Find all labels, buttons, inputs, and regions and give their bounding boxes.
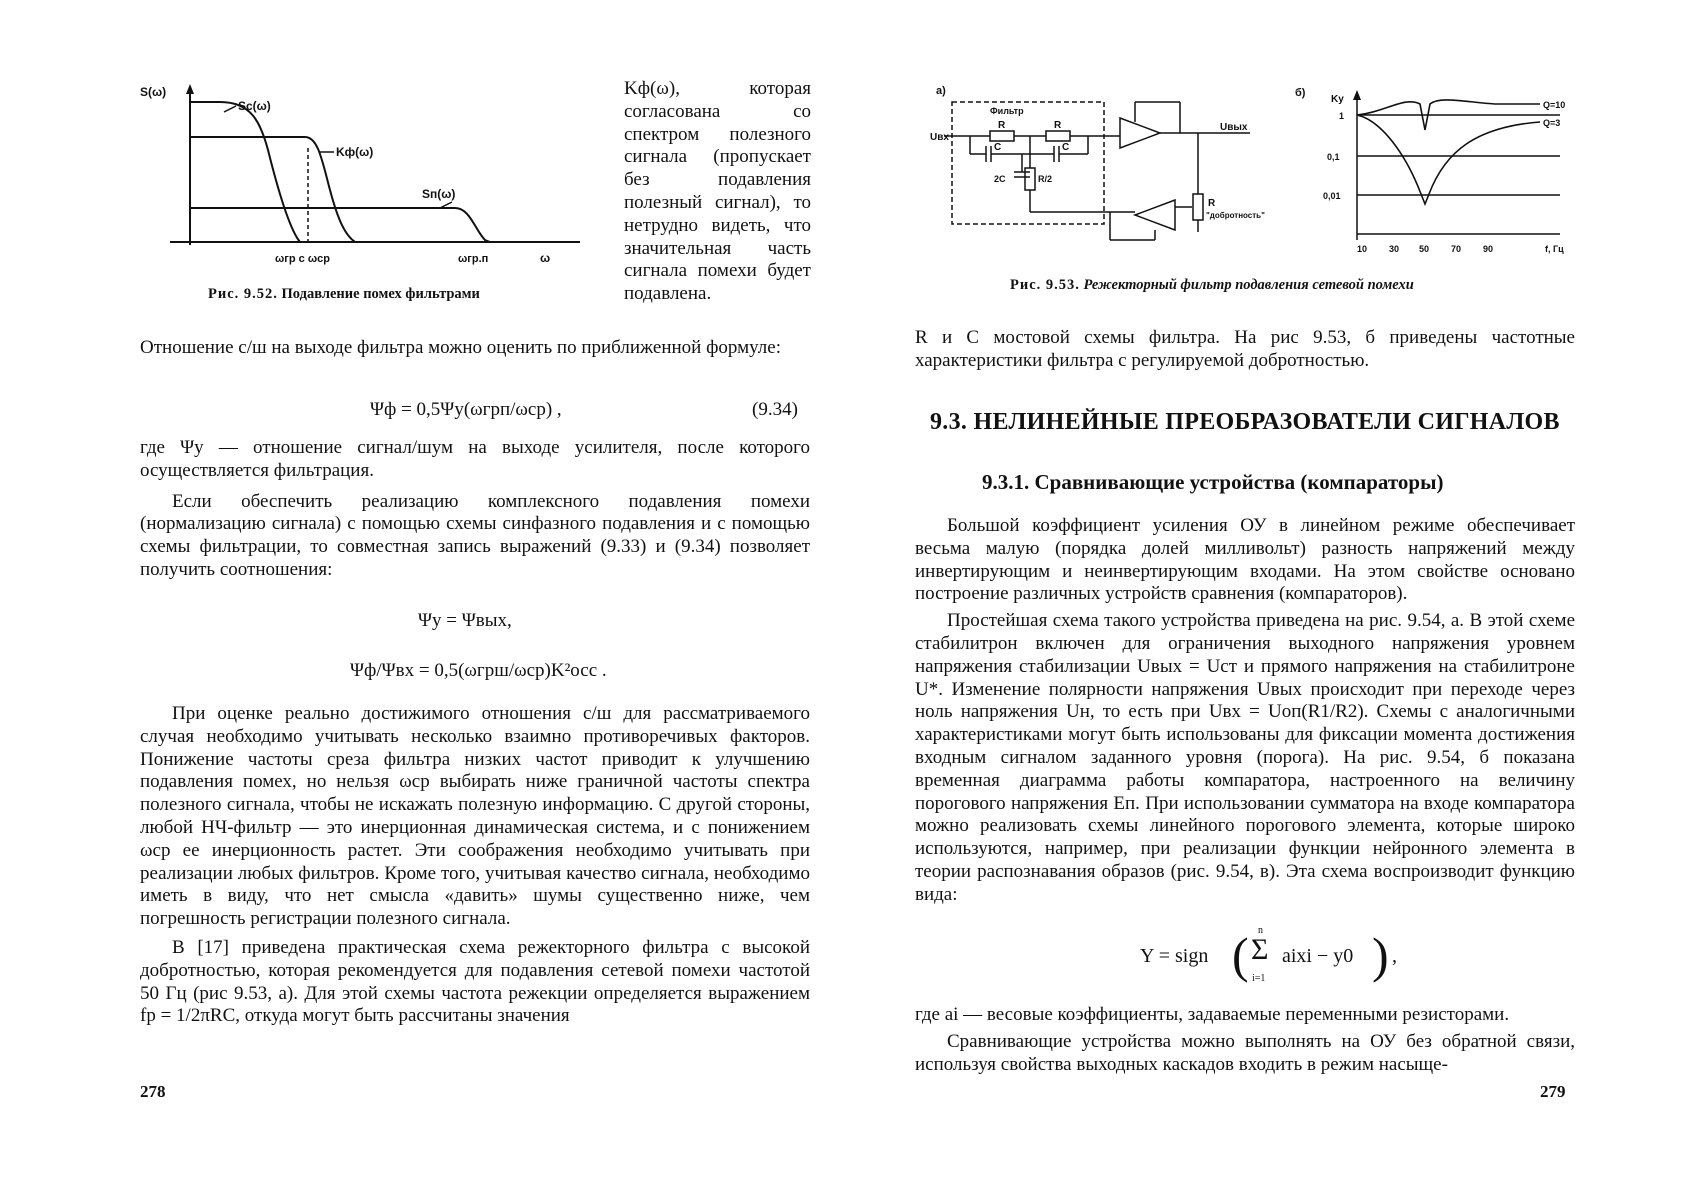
- x-axis-label: f, Гц: [1545, 244, 1564, 254]
- right-text-block-1: [915, 327, 1575, 373]
- figure-9-52: [140, 80, 600, 280]
- right-text-block-2: [915, 515, 1575, 907]
- right-page: [840, 0, 1683, 1191]
- paragraph: Простейшая схема такого устройства приведена на рис. 9.54, а. В этой схеме стабилитрон включен для ограничения выходного напряжения уровнем напряжения стабилизации Uвых = Uст и прямого напряжения на стабилитроне U*. Изменение полярности напряжения Uвых происходит при переходе через ноль напряжения Uн, то есть при Uвх = Uоп(R1/R2). Схемы с аналогичными характеристиками могут быть использованы для фиксации момента достижения входным сигналом заданного уровня (порога). На рис. 9.54, б показана временная диаграмма работы компаратора, настроенного на величину порогового напряжения Eп. При использовании сумматора на входе компаратора можно реализовать схемы линейного порогового элемента, которые широко используются, например, при реализации функции нейронного элемента в теории распознавания образов (рис. 9.54, в). Эта схема воспроизводит функцию вида:: [915, 610, 1575, 905]
- x-tick: 90: [1483, 244, 1494, 254]
- q10-label: Q=10: [1543, 100, 1566, 110]
- formula-lhs: Y = sign: [1140, 945, 1209, 967]
- q3-label: Q=3: [1543, 118, 1561, 128]
- input-label: Uвх: [930, 132, 949, 143]
- caption-label: Рис. 9.52.: [208, 286, 278, 302]
- sum-top: n: [1258, 925, 1263, 936]
- paragraph: В [17] приведена практическая схема режекторного фильтра с высокой добротностью, которая рекомендуется для подавления сетевой помехи частотой 50 Гц (рис 9.53, а). Для этой схемы частота режекции определяется выражением fр = 1/2πRC, откуда могут быть рассчитаны значения: [140, 936, 810, 1027]
- open-paren: (: [1232, 927, 1249, 983]
- paragraph: где Ψу — отношение сигнал/шум на выходе усилителя, после которого осуществляется фильтрация.: [140, 437, 810, 481]
- figure-9-53-plot: [1295, 82, 1595, 262]
- paragraph: Отношение с/ш на выходе фильтра можно оценить по приближенной формуле:: [140, 337, 781, 358]
- equation-a: Ψу = Ψвых,: [418, 610, 512, 631]
- resistor-r1-label: R: [998, 120, 1006, 131]
- left-text-block-1: [140, 337, 810, 360]
- y-tick-2: 0,1: [1327, 152, 1340, 162]
- equation-9-34: Ψф = 0,5Ψу(ωгрп/ωср) ,: [370, 399, 562, 420]
- side-paragraph: Kф(ω), которая согласована со спектром полезного сигнала (пропускает без подавления полезный сигнал), то нетрудно видеть, что значительная часть сигнала помехи будет подавлена.: [624, 78, 811, 305]
- caption-label: Рис. 9.53.: [1010, 277, 1080, 293]
- fig52-tick-2: ωгр.п: [458, 253, 489, 265]
- pot-description: "добротность": [1206, 211, 1265, 220]
- x-tick: 30: [1389, 244, 1400, 254]
- fig52-kf-label: Kф(ω): [336, 145, 374, 159]
- page-number: 279: [1540, 1082, 1566, 1101]
- paragraph: Сравнивающие устройства можно выполнять на ОУ без обратной связи, используя свойства выходных каскадов входить в режим насыще-: [915, 1030, 1575, 1075]
- subsection-heading: 9.3.1. Сравнивающие устройства (компараторы): [982, 470, 1444, 494]
- equation-b: Ψф/Ψвх = 0,5(ωгрш/ωср)K²осс .: [350, 660, 607, 681]
- sign-formula: [1140, 925, 1400, 995]
- fig52-x-label: ω: [540, 251, 551, 265]
- y-axis-label: Kу: [1331, 94, 1344, 105]
- formula-body: aixi − y0: [1282, 945, 1354, 967]
- fig52-sp-label: Sп(ω): [422, 187, 456, 201]
- paragraph: где ai — весовые коэффициенты, задаваемые переменными резисторами.: [915, 1004, 1510, 1025]
- section-heading: 9.3. НЕЛИНЕЙНЫЕ ПРЕОБРАЗОВАТЕЛИ СИГНАЛОВ: [930, 409, 1560, 435]
- capacitor-c3-label: 2C: [994, 174, 1006, 184]
- left-page: [0, 0, 840, 1191]
- filter-box-label: Фильтр: [990, 106, 1024, 116]
- resistor-r3-label: R/2: [1038, 174, 1053, 184]
- equation-number: (9.34): [752, 399, 798, 420]
- output-label: Uвых: [1220, 122, 1248, 133]
- figure-9-53-schematic: [930, 82, 1300, 272]
- panel-b-label: б): [1295, 87, 1306, 99]
- paragraph: Если обеспечить реализацию комплексного подавления помехи (нормализацию сигнала) с помощью схемы синфазного подавления и с помощью схемы фильтрации, то совместная запись выражений (9.33) и (9.34) позволяет получить соотношения:: [140, 490, 810, 580]
- caption-text: Режекторный фильтр подавления сетевой помехи: [1083, 277, 1414, 293]
- left-text-block-2: [140, 437, 810, 582]
- sum-bottom: i=1: [1252, 973, 1266, 984]
- side-text: [624, 78, 811, 306]
- close-paren: ): [1372, 927, 1389, 983]
- y-tick-1: 1: [1339, 111, 1345, 121]
- fig52-tick-1: ωгр с ωср: [275, 253, 330, 265]
- figure-9-53-caption: [1010, 277, 1414, 294]
- pot-label: R: [1208, 198, 1216, 209]
- capacitor-c2-label: C: [1062, 142, 1070, 153]
- paragraph: Большой коэффициент усиления ОУ в линейном режиме обеспечивает весьма малую (порядка долей милливольт) разность напряжений между инвертирующим и неинвертирующим входами. На этом свойстве основано построение различных устройств сравнения (компараторов).: [915, 515, 1575, 605]
- resistor-r2-label: R: [1054, 120, 1062, 131]
- paragraph: При оценке реально достижимого отношения с/ш для рассматриваемого случая необходимо учитывать несколько взаимно противоречивых факторов. Понижение частоты среза фильтра низких частот приводит к улучшению подавления помех, но нельзя ωср выбирать ниже граничной частоты спектра полезного сигнала, чтобы не искажать полезную информацию. С другой стороны, любой НЧ-фильтр — это инерционная динамическая система, и с понижением ωср ее инерционность растет. Эти соображения необходимо учитывать при реализации любых фильтров. Кроме того, учитывая качество сигнала, необходимо иметь в виду, что нет смысла «давить» шумы существенно ниже, чем погрешность регистрации полезного сигнала.: [140, 703, 810, 930]
- paragraph: R и C мостовой схемы фильтра. На рис 9.53, б приведены частотные характеристики фильтра с регулируемой добротностью.: [915, 327, 1575, 371]
- figure-9-52-caption: [208, 286, 480, 303]
- caption-text: Подавление помех фильтрами: [281, 286, 480, 302]
- formula-end: ,: [1392, 945, 1397, 967]
- y-tick-3: 0,01: [1323, 191, 1341, 201]
- x-tick: 70: [1451, 244, 1462, 254]
- capacitor-c1-label: C: [994, 142, 1002, 153]
- x-tick: 10: [1357, 244, 1368, 254]
- fig52-sc-label: Sс(ω): [238, 99, 271, 113]
- fig52-y-label: S(ω): [140, 85, 167, 99]
- panel-a-label: а): [936, 85, 946, 97]
- sum-sign: Σ: [1251, 933, 1269, 966]
- x-tick: 50: [1419, 244, 1430, 254]
- page-number: 278: [140, 1082, 166, 1101]
- left-text-block-3: [140, 703, 810, 1028]
- right-text-block-3: [915, 1004, 1575, 1076]
